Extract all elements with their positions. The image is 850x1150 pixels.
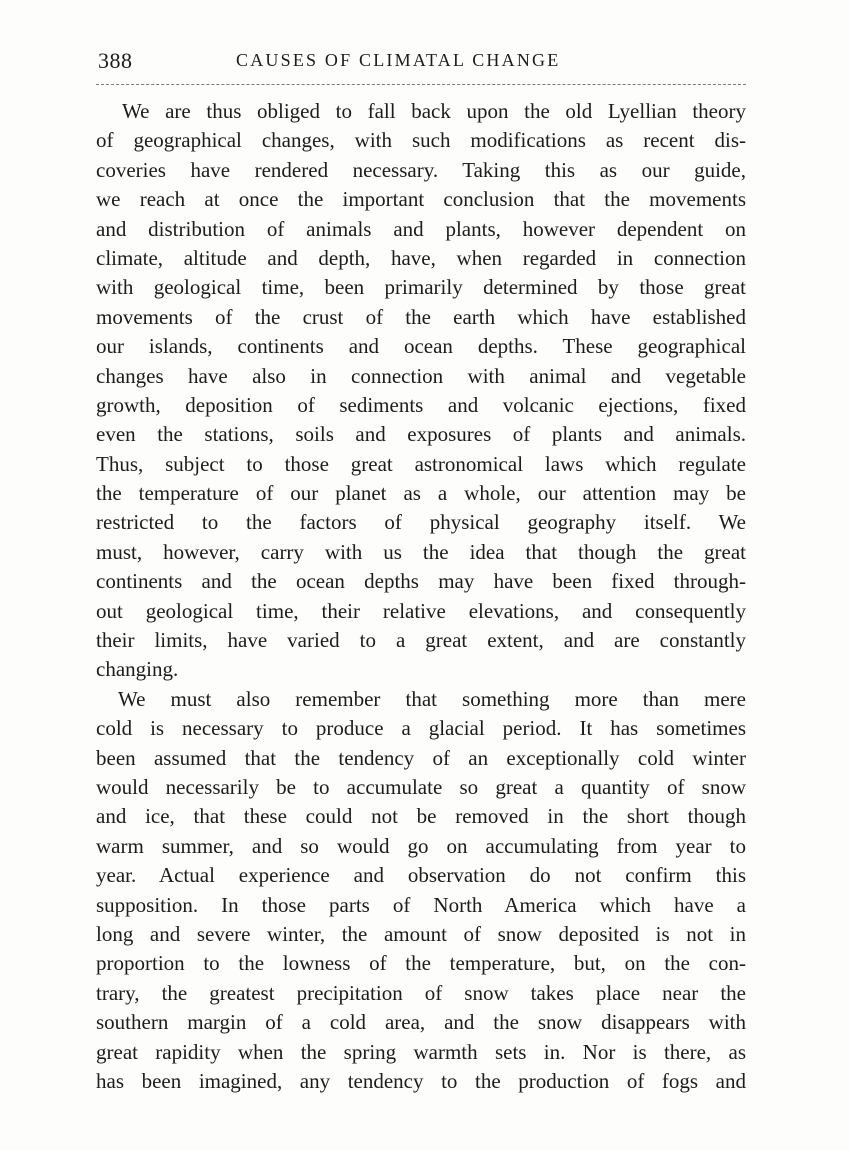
text-line: must, however, carry with us the idea that though the great	[96, 539, 746, 564]
text-line: growth, deposition of sediments and volcanic ejections, fixed	[96, 392, 746, 417]
text-line: would necessarily be to accumulate so great a quantity of snow	[96, 774, 746, 799]
text-line: warm summer, and so would go on accumulating from year to	[96, 833, 746, 858]
text-line: year. Actual experience and observation do not confirm this	[96, 863, 746, 888]
text-line: proportion to the lowness of the temperature, but, on the con-	[96, 951, 746, 976]
text-line: Thus, subject to those great astronomical laws which regulate	[96, 451, 746, 476]
running-head-title: CAUSES OF CLIMATAL CHANGE	[236, 50, 561, 70]
text-line: coveries have rendered necessary. Taking this as our guide,	[96, 157, 746, 182]
text-line: movements of the crust of the earth which have established	[96, 304, 746, 329]
text-line: continents and the ocean depths may have been fixed through-	[96, 569, 746, 594]
text-line: has been imagined, any tendency to the production of fogs and	[96, 1068, 746, 1093]
text-line: we reach at once the important conclusion that the movements	[96, 187, 746, 212]
running-head	[96, 44, 746, 80]
text-line: southern margin of a cold area, and the snow disappears with	[96, 1010, 746, 1035]
text-line: and ice, that these could not be removed in the short though	[96, 804, 746, 829]
text-line: their limits, have varied to a great extent, and are constantly	[96, 628, 746, 653]
text-line: trary, the greatest precipitation of snow takes place near the	[96, 980, 746, 1005]
text-line: We are thus obliged to fall back upon the old Lyellian theory	[122, 99, 746, 123]
text-line: been assumed that the tendency of an exceptionally cold winter	[96, 745, 746, 770]
header-rule	[96, 84, 746, 85]
text-line: cold is necessary to produce a glacial period. It has sometimes	[96, 716, 746, 741]
page-number: 388	[98, 48, 133, 73]
text-line: of geographical changes, with such modifications as recent dis-	[96, 128, 746, 153]
paragraph-2	[96, 685, 746, 1096]
text-line: climate, altitude and depth, have, when regarded in connection	[96, 245, 746, 270]
text-line: and distribution of animals and plants, however dependent on	[96, 216, 746, 241]
text-line: restricted to the factors of physical geography itself. We	[96, 510, 746, 535]
text-line: our islands, continents and ocean depths. These geographical	[96, 334, 746, 359]
paragraph-1	[96, 97, 746, 685]
text-line: changing.	[96, 657, 179, 682]
text-line: out geological time, their relative elevations, and consequently	[96, 598, 746, 623]
text-line: supposition. In those parts of North America which have a	[96, 892, 746, 917]
body-text	[96, 97, 746, 1096]
text-line: great rapidity when the spring warmth sets in. Nor is there, as	[96, 1039, 746, 1064]
text-line: We must also remember that something more than mere	[118, 686, 746, 711]
text-line: changes have also in connection with animal and vegetable	[96, 363, 746, 388]
text-line: long and severe winter, the amount of snow deposited is not in	[96, 921, 746, 946]
text-line: with geological time, been primarily determined by those great	[96, 275, 746, 300]
text-line: the temperature of our planet as a whole, our attention may be	[96, 481, 746, 506]
text-line: even the stations, soils and exposures of plants and animals.	[96, 422, 746, 447]
